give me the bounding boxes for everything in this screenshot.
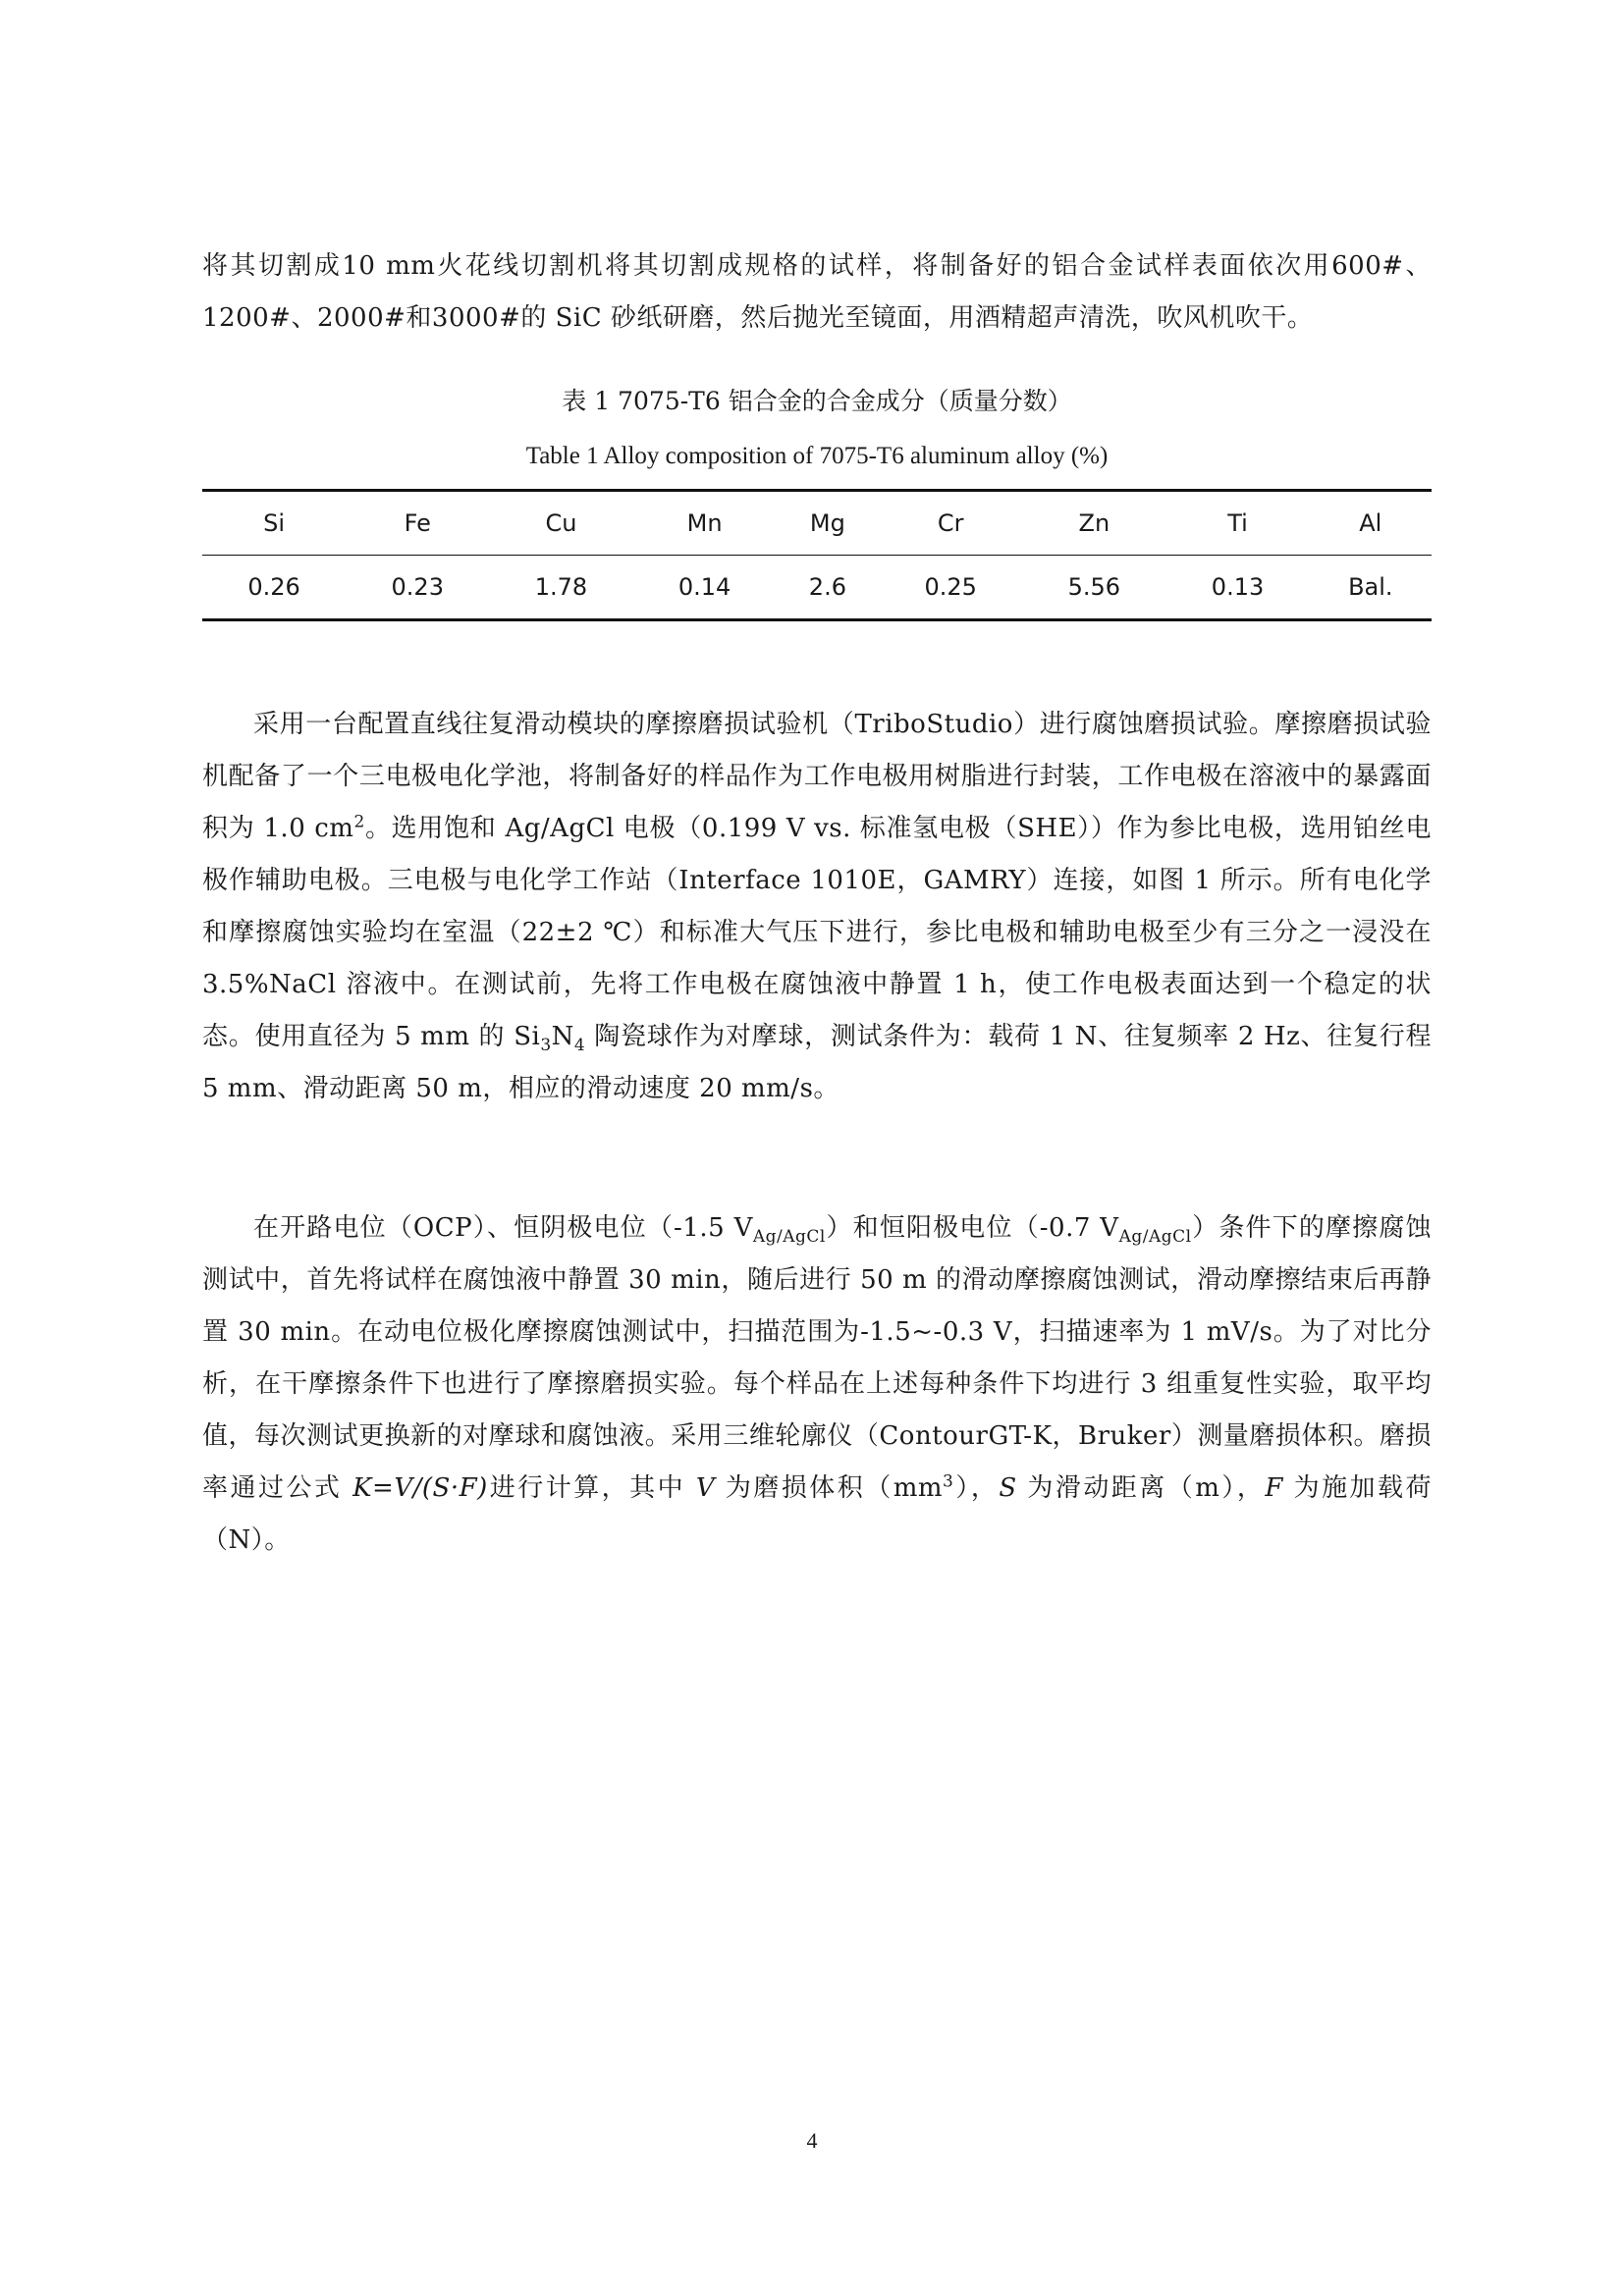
paragraph-top: 将其切割成10 mm火花线切割机将其切割成规格的试样，将制备好的铝合金试样表面依次用600#、1200#、2000#和3000#的 SiC 砂纸研磨，然后抛光至镜面，用酒精超声清洗，吹风机吹干。 xyxy=(202,251,1432,333)
table-header-row xyxy=(202,491,1432,556)
table-header-cell: Cu xyxy=(545,509,577,537)
table-header-cell: Zn xyxy=(1078,509,1110,537)
table-header-cell: Al xyxy=(1359,509,1382,537)
table-header-cell: Cr xyxy=(937,509,964,537)
table-cell: 0.14 xyxy=(677,573,731,601)
table-header-cell: Mn xyxy=(686,509,723,537)
table-cell: 0.13 xyxy=(1211,573,1265,601)
table-row xyxy=(202,556,1432,620)
table-header-cell: Ti xyxy=(1227,509,1248,537)
page-number: 4 xyxy=(806,2128,818,2153)
table-cell: Bal. xyxy=(1348,573,1393,601)
wear-rate-formula: K=V/(S·F) xyxy=(352,1473,488,1503)
table-cell: 2.6 xyxy=(808,573,846,601)
paragraph-method: 采用一台配置直线往复滑动模块的摩擦磨损试验机（TriboStudio）进行腐蚀磨损试验。摩擦磨损试验机配备了一个三电极电化学池，将制备好的样品作为工作电极用树脂进行封装，工作电极在溶液中的暴露面积为 1.0 $cm^2$。选用饱和 Ag/AgCl 电极（0.199 V vs. 标准氢电极（SHE））作为参比电极，选用铂丝电极作辅助电极。三电极与电化学工作站（Interface 1010E，GAMRY）连接，如图 1 所示。所有电化学和摩擦腐蚀实验均在室温（22±2 ℃）和标准大气压下进行，参比电极和辅助电极至少有三分之一浸没在 3.5%NaCl 溶液中。在测试前，先将工作电极在腐蚀液中静置 1 h，使工作电极表面达到一个稳定的状态。使用直径为 5 mm 的 $Si_3N_4$ 陶瓷球作为对摩球，测试条件为：载荷 1 N、往复频率 2 Hz、往复行程 5 mm、滑动距离 50 m，相应的滑动速度 20 mm/s。 xyxy=(202,710,1432,1103)
table-cell: 0.25 xyxy=(924,573,977,601)
table-header-cell: Fe xyxy=(404,509,431,537)
table-caption-en: Table 1 Alloy composition of 7075-T6 aluminum alloy (%) xyxy=(525,443,1109,469)
table-cell: 5.56 xyxy=(1067,573,1121,601)
table-cell: 1.78 xyxy=(534,573,588,601)
table-cell: 0.23 xyxy=(391,573,444,601)
paragraph-test-conditions: 在开路电位（OCP）、恒阴极电位（-1.5 $V_{Ag/AgCl}$）和恒阳极电位（-0.7 $V_{Ag/AgCl}$）条件下的摩擦腐蚀测试中，首先将试样在腐蚀液中静置 30 min，随后进行 50 m 的滑动摩擦腐蚀测试，滑动摩擦结束后再静置 30 min。在动电位极化摩擦腐蚀测试中，扫描范围为-1.5~-0.3 V，扫描速率为 1 mV/s。为了对比分析，在干摩擦条件下也进行了摩擦磨损实验。每个样品在上述每种条件下均进行 3 组重复性实验，取平均值，每次测试更换新的对摩球和腐蚀液。采用三维轮廓仪（ContourGT-K，Bruker）测量磨损体积。磨损率通过公式 K=V/(S·F)进行计算，其中 V 为磨损体积$(mm^3)$，S 为滑动距离（m），F 为施加载荷（N）。 xyxy=(202,1213,1433,1555)
table-cell: 0.26 xyxy=(247,573,300,601)
table-caption-cn: 表 1 7075-T6 铝合金的合金成分（质量分数） xyxy=(562,387,1072,415)
alloy-composition-table xyxy=(202,489,1432,621)
table-header-cell: Si xyxy=(263,509,286,537)
table-header-cell: Mg xyxy=(809,509,845,537)
